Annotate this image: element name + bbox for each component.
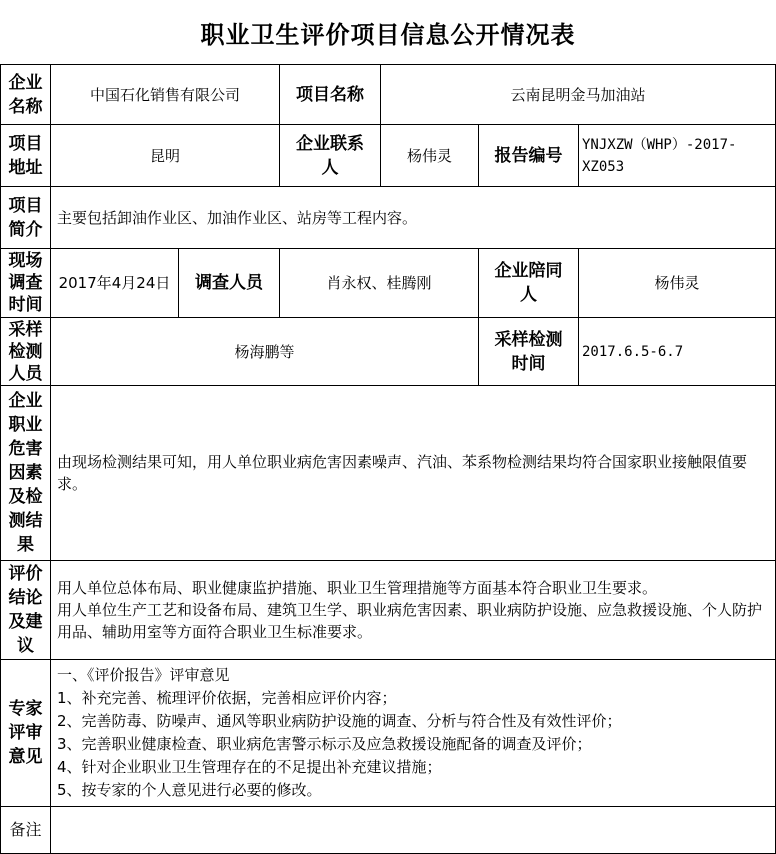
label-company-contact: 企业联系人 (296, 133, 364, 178)
value-project-name: 云南昆明金马加油站 (510, 85, 646, 104)
label-project-intro: 项目简介 (8, 195, 43, 240)
label-hazard-results: 企业职业危害因素及检测结果 (8, 391, 43, 555)
value-survey-time: 2017年4月24日 (58, 274, 171, 292)
value-company-name: 中国石化销售有限公司 (89, 85, 240, 104)
label-report-no: 报告编号 (494, 145, 563, 166)
value-remarks (51, 807, 775, 853)
expert-opinion-line: 5、按专家的个人意见进行必要的修改。 (57, 781, 322, 799)
page-title: 职业卫生评价项目信息公开情况表 (200, 20, 576, 49)
label-survey-time: 现场调查时间 (8, 251, 43, 315)
label-surveyors: 调查人员 (195, 273, 263, 293)
label-sampling-staff: 采样检测人员 (8, 319, 43, 384)
label-remarks: 备注 (9, 820, 42, 839)
label-project-name: 项目名称 (296, 84, 364, 105)
expert-opinion-line: 一、《评价报告》评审意见 (57, 666, 230, 684)
value-surveyors: 肖永权、桂腾刚 (326, 274, 432, 292)
value-hazard-results: 由现场检测结果可知，用人单位职业病危害因素噪声、汽油、苯系物检测结果均符合国家职业接触限值要求。 (57, 453, 748, 493)
value-conclusion (51, 561, 775, 659)
label-sampling-time: 采样检测时间 (494, 329, 563, 374)
value-company-escort: 杨伟灵 (654, 274, 700, 292)
label-company-escort: 企业陪同人 (494, 261, 563, 305)
value-sampling-time: 2017.6.5-6.7 (582, 343, 684, 360)
value-project-intro: 主要包括卸油作业区、加油作业区、站房等工程内容。 (57, 208, 418, 227)
expert-opinion-line: 4、针对企业职业卫生管理存在的不足提出补充建议措施； (57, 758, 442, 776)
label-company-name: 企业名称 (8, 72, 43, 117)
label-project-address: 项目地址 (8, 133, 43, 178)
value-sampling-staff: 杨海鹏等 (234, 342, 295, 361)
value-expert-opinion (51, 660, 775, 806)
value-company-contact: 杨伟灵 (406, 146, 452, 165)
conclusion-paragraph: 用人单位总体布局、职业健康监护措施、职业卫生管理措施等方面基本符合职业卫生要求。 (57, 579, 658, 597)
expert-opinion-line: 1、补充完善、梳理评价依据，完善相应评价内容； (57, 689, 397, 707)
expert-opinion-line: 3、完善职业健康检查、职业病危害警示标示及应急救援设施配备的调查及评价； (57, 735, 592, 753)
conclusion-paragraph: 用人单位生产工艺和设备布局、建筑卫生学、职业病危害因素、职业病防护设施、应急救援设施、个人防护用品、辅助用室等方面符合职业卫生标准要求。 (57, 601, 763, 641)
value-report-no: YNJXZW（WHP）-2017-XZ053 (582, 136, 737, 175)
label-conclusion: 评价结论及建议 (8, 564, 43, 656)
expert-opinion-line: 2、完善防毒、防噪声、通风等职业病防护设施的调查、分析与符合性及有效性评价； (57, 712, 622, 730)
label-expert-opinion: 专家评审意见 (8, 699, 43, 767)
value-project-address: 昆明 (149, 146, 180, 165)
